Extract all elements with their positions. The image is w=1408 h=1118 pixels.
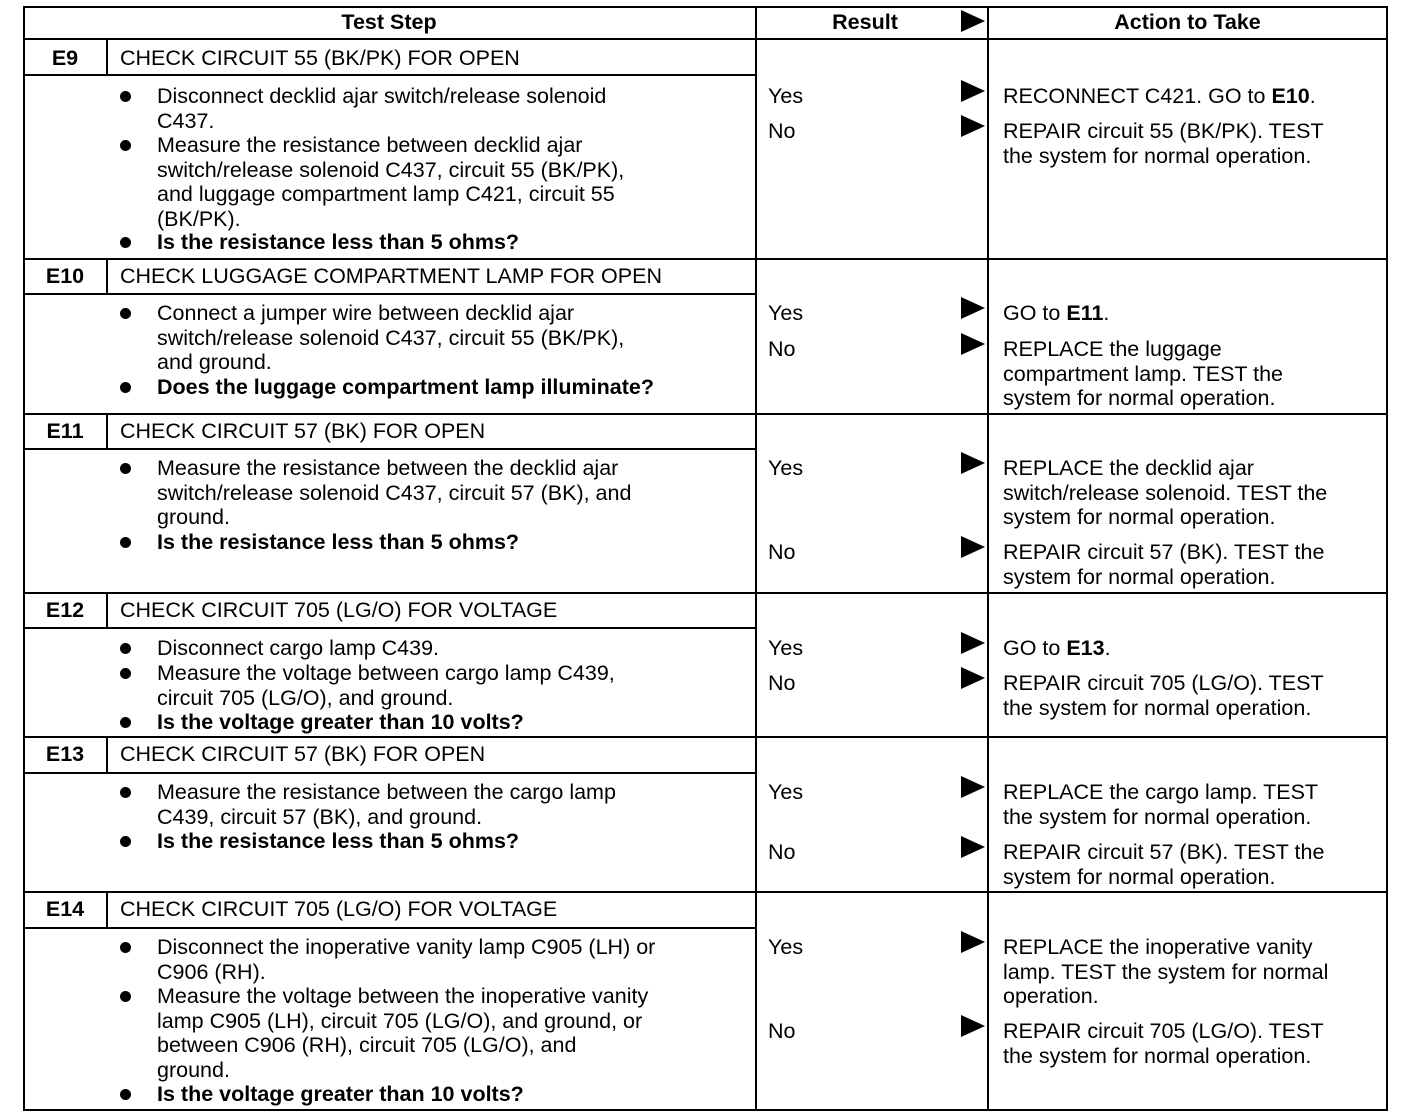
step-title: CHECK CIRCUIT 55 (BK/PK) FOR OPEN xyxy=(120,46,520,70)
step-instruction: Disconnect decklid ajar switch/release solenoid C437. xyxy=(157,84,607,133)
result-label: No xyxy=(768,119,796,143)
bullet-icon xyxy=(120,643,131,654)
action-text: REPAIR circuit 55 (BK/PK). TEST the system for normal operation. xyxy=(1003,119,1324,168)
action-text: REPLACE the decklid ajar switch/release solenoid. TEST the system for normal operation. xyxy=(1003,456,1328,529)
step-title: CHECK CIRCUIT 705 (LG/O) FOR VOLTAGE xyxy=(120,897,558,921)
step-instruction: Disconnect cargo lamp C439. xyxy=(157,636,440,660)
result-label: No xyxy=(768,1019,796,1043)
step-title: CHECK CIRCUIT 57 (BK) FOR OPEN xyxy=(120,419,486,443)
header-arrow-icon xyxy=(961,10,985,32)
column-divider-step xyxy=(755,6,757,1111)
bullet-icon xyxy=(120,991,131,1002)
result-arrow-icon xyxy=(961,452,985,474)
bullet-icon xyxy=(120,308,131,319)
step-instruction: Disconnect the inoperative vanity lamp C905 (LH) or C906 (RH). xyxy=(157,935,656,984)
bullet-icon xyxy=(120,537,131,548)
step-code-divider xyxy=(106,258,108,293)
result-arrow-icon xyxy=(961,632,985,654)
step-question: Is the voltage greater than 10 volts? xyxy=(157,710,524,734)
step-question: Is the resistance less than 5 ohms? xyxy=(157,829,520,853)
header-action: Action to Take xyxy=(1114,10,1261,34)
action-text: GO to E13. xyxy=(1003,636,1111,660)
table-border-top xyxy=(23,6,1388,8)
step-divider xyxy=(23,592,1388,594)
result-arrow-icon xyxy=(961,667,985,689)
result-label: No xyxy=(768,337,796,361)
step-code-divider xyxy=(106,413,108,448)
step-instruction: Connect a jumper wire between decklid ajar switch/release solenoid C437, circuit 55 (BK/PK), and ground. xyxy=(157,301,625,374)
bullet-icon xyxy=(120,1089,131,1100)
result-arrow-icon xyxy=(961,80,985,102)
result-label: Yes xyxy=(768,84,804,108)
header-result: Result xyxy=(832,10,898,34)
bullet-icon xyxy=(120,836,131,847)
step-title-underline xyxy=(23,74,755,76)
result-label: Yes xyxy=(768,935,804,959)
step-code: E11 xyxy=(46,419,84,443)
step-title: CHECK LUGGAGE COMPARTMENT LAMP FOR OPEN xyxy=(120,264,662,288)
step-title-underline xyxy=(23,293,755,295)
column-divider-result xyxy=(987,6,989,1111)
step-instruction: Measure the voltage between the inoperative vanity lamp C905 (LH), circuit 705 (LG/O), and ground, or between C906 (RH), circuit 705 (LG/O), and ground. xyxy=(157,984,649,1082)
action-text: REPAIR circuit 705 (LG/O). TEST the system for normal operation. xyxy=(1003,671,1324,720)
bullet-icon xyxy=(120,91,131,102)
action-text: REPLACE the luggage compartment lamp. TEST the system for normal operation. xyxy=(1003,337,1284,410)
header-divider xyxy=(23,38,1388,40)
action-text: GO to E11. xyxy=(1003,301,1110,325)
bullet-icon xyxy=(120,717,131,728)
result-label: Yes xyxy=(768,301,804,325)
result-arrow-icon xyxy=(961,115,985,137)
step-code-divider xyxy=(106,736,108,772)
step-title-underline xyxy=(23,627,755,629)
result-label: Yes xyxy=(768,780,804,804)
step-divider xyxy=(23,891,1388,893)
step-code-divider xyxy=(106,40,108,74)
action-text: REPAIR circuit 57 (BK). TEST the system for normal operation. xyxy=(1003,840,1325,889)
diagnostic-table xyxy=(23,6,1388,1111)
step-instruction: Measure the voltage between cargo lamp C439, circuit 705 (LG/O), and ground. xyxy=(157,661,615,710)
bullet-icon xyxy=(120,382,131,393)
action-text: REPAIR circuit 57 (BK). TEST the system for normal operation. xyxy=(1003,540,1325,589)
result-arrow-icon xyxy=(961,836,985,858)
step-code: E9 xyxy=(51,46,79,70)
bullet-icon xyxy=(120,237,131,248)
action-text: RECONNECT C421. GO to E10. xyxy=(1003,84,1316,108)
bullet-icon xyxy=(120,463,131,474)
result-label: No xyxy=(768,671,796,695)
result-label: Yes xyxy=(768,456,804,480)
table-border-right xyxy=(1386,6,1388,1111)
result-arrow-icon xyxy=(961,931,985,953)
result-arrow-icon xyxy=(961,776,985,798)
result-arrow-icon xyxy=(961,536,985,558)
action-text: REPAIR circuit 705 (LG/O). TEST the system for normal operation. xyxy=(1003,1019,1324,1068)
step-question: Does the luggage compartment lamp illuminate? xyxy=(157,375,654,399)
result-label: No xyxy=(768,840,796,864)
step-question: Is the resistance less than 5 ohms? xyxy=(157,230,520,254)
bullet-icon xyxy=(120,942,131,953)
step-title-underline xyxy=(23,927,755,929)
result-label: Yes xyxy=(768,636,804,660)
step-title: CHECK CIRCUIT 57 (BK) FOR OPEN xyxy=(120,742,486,766)
table-border-bottom xyxy=(23,1109,1388,1111)
table-border-left xyxy=(23,6,25,1111)
result-label: No xyxy=(768,540,796,564)
step-divider xyxy=(23,258,1388,260)
result-arrow-icon xyxy=(961,333,985,355)
result-arrow-icon xyxy=(961,297,985,319)
step-divider xyxy=(23,413,1388,415)
step-title-underline xyxy=(23,772,755,774)
step-question: Is the resistance less than 5 ohms? xyxy=(157,530,520,554)
bullet-icon xyxy=(120,668,131,679)
step-question: Is the voltage greater than 10 volts? xyxy=(157,1082,524,1106)
step-title-underline xyxy=(23,448,755,450)
result-arrow-icon xyxy=(961,1015,985,1037)
step-code: E13 xyxy=(45,742,85,766)
step-code: E10 xyxy=(45,264,85,288)
step-divider xyxy=(23,736,1388,738)
step-code-divider xyxy=(106,891,108,927)
bullet-icon xyxy=(120,787,131,798)
bullet-icon xyxy=(120,140,131,151)
step-title: CHECK CIRCUIT 705 (LG/O) FOR VOLTAGE xyxy=(120,598,558,622)
step-code-divider xyxy=(106,592,108,627)
action-text: REPLACE the inoperative vanity lamp. TEST the system for normal operation. xyxy=(1003,935,1329,1008)
step-code: E14 xyxy=(45,897,85,921)
header-test-step: Test Step xyxy=(341,10,437,34)
step-instruction: Measure the resistance between the decklid ajar switch/release solenoid C437, circuit 57 (BK), and ground. xyxy=(157,456,632,529)
step-code: E12 xyxy=(45,598,85,622)
action-text: REPLACE the cargo lamp. TEST the system for normal operation. xyxy=(1003,780,1319,829)
step-instruction: Measure the resistance between the cargo lamp C439, circuit 57 (BK), and ground. xyxy=(157,780,616,829)
step-instruction: Measure the resistance between decklid ajar switch/release solenoid C437, circuit 55 (BK/PK), and luggage compartment lamp C421, circuit 55 (BK/PK). xyxy=(157,133,625,231)
